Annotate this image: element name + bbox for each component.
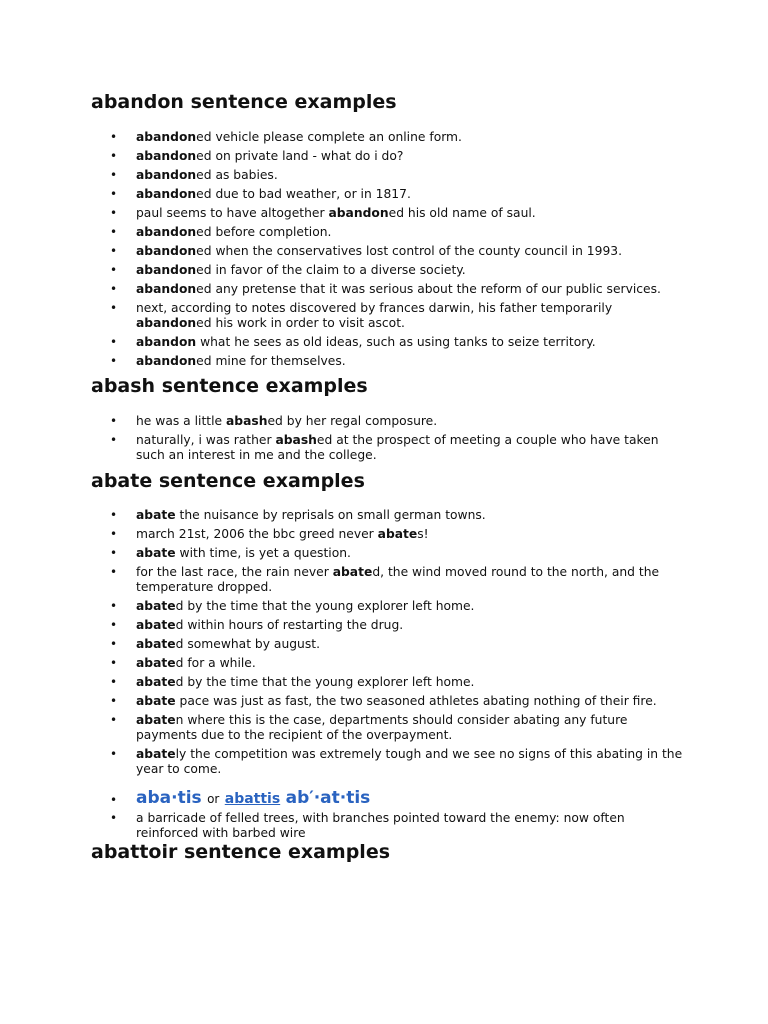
list-item: • abandoned vehicle please complete an online form. (110, 130, 710, 145)
list-item: • abandoned before completion. (110, 225, 710, 240)
list-item: • abandoned mine for themselves. (110, 354, 710, 369)
list-item: • next, according to notes discovered by frances darwin, his father temporarily abandoned his work in order to visit ascot. (110, 301, 656, 331)
variant-link[interactable]: abattis (224, 791, 281, 807)
list-item: • abated within hours of restarting the drug. (110, 618, 710, 633)
list-item: • abate with time, is yet a question. (110, 546, 710, 561)
definition-list (110, 788, 710, 841)
list-item: • abandoned any pretense that it was serious about the reform of our public services. (110, 282, 710, 297)
pronunciation: ab′·at·tis (285, 788, 371, 808)
definition-text: • a barricade of felled trees, with branches pointed toward the enemy: now often reinforced with barbed wire (110, 811, 656, 841)
list-item: • naturally, i was rather abashed at the prospect of meeting a couple who have taken such an interest in me and the college. (110, 433, 681, 463)
list-item: • abaten where this is the case, departments should consider abating any future payments due to the recipient of the overpayment. (110, 713, 666, 743)
or-text: or (207, 792, 220, 806)
list-item: • abandoned in favor of the claim to a diverse society. (110, 263, 710, 278)
section-heading-abattoir: abattoir sentence examples (91, 841, 391, 863)
list-item: • abandon what he sees as old ideas, such as using tanks to seize territory. (110, 335, 710, 350)
section-heading-abate: abate sentence examples (91, 470, 365, 492)
list-abate (110, 508, 710, 777)
list-item: • march 21st, 2006 the bbc greed never abates! (110, 527, 710, 542)
list-abandon (110, 130, 710, 369)
list-item: • abated by the time that the young explorer left home. (110, 599, 710, 614)
list-item: • abandoned when the conservatives lost control of the county council in 1993. (110, 244, 710, 259)
list-item: • abandoned as babies. (110, 168, 710, 183)
list-item: • abately the competition was extremely tough and we see no signs of this abating in the year to come. (110, 747, 696, 777)
list-item: • paul seems to have altogether abandoned his old name of saul. (110, 206, 710, 221)
list-item: • abated by the time that the young explorer left home. (110, 675, 710, 690)
list-item: • for the last race, the rain never abated, the wind moved round to the north, and the temperature dropped. (110, 565, 691, 595)
list-item: • abandoned on private land - what do i do? (110, 149, 710, 164)
list-item: • abated somewhat by august. (110, 637, 710, 652)
list-item: • abate the nuisance by reprisals on small german towns. (110, 508, 710, 523)
list-item: • abandoned due to bad weather, or in 1817. (110, 187, 710, 202)
headword: aba·tis (136, 788, 202, 808)
section-heading-abandon: abandon sentence examples (91, 91, 397, 113)
list-abash (110, 414, 710, 463)
list-item: • abated for a while. (110, 656, 710, 671)
list-item: • abate pace was just as fast, the two seasoned athletes abating nothing of their fire. (110, 694, 710, 709)
list-item: • he was a little abashed by her regal composure. (110, 414, 710, 429)
definition-headword (110, 788, 710, 809)
section-heading-abash: abash sentence examples (91, 375, 368, 397)
